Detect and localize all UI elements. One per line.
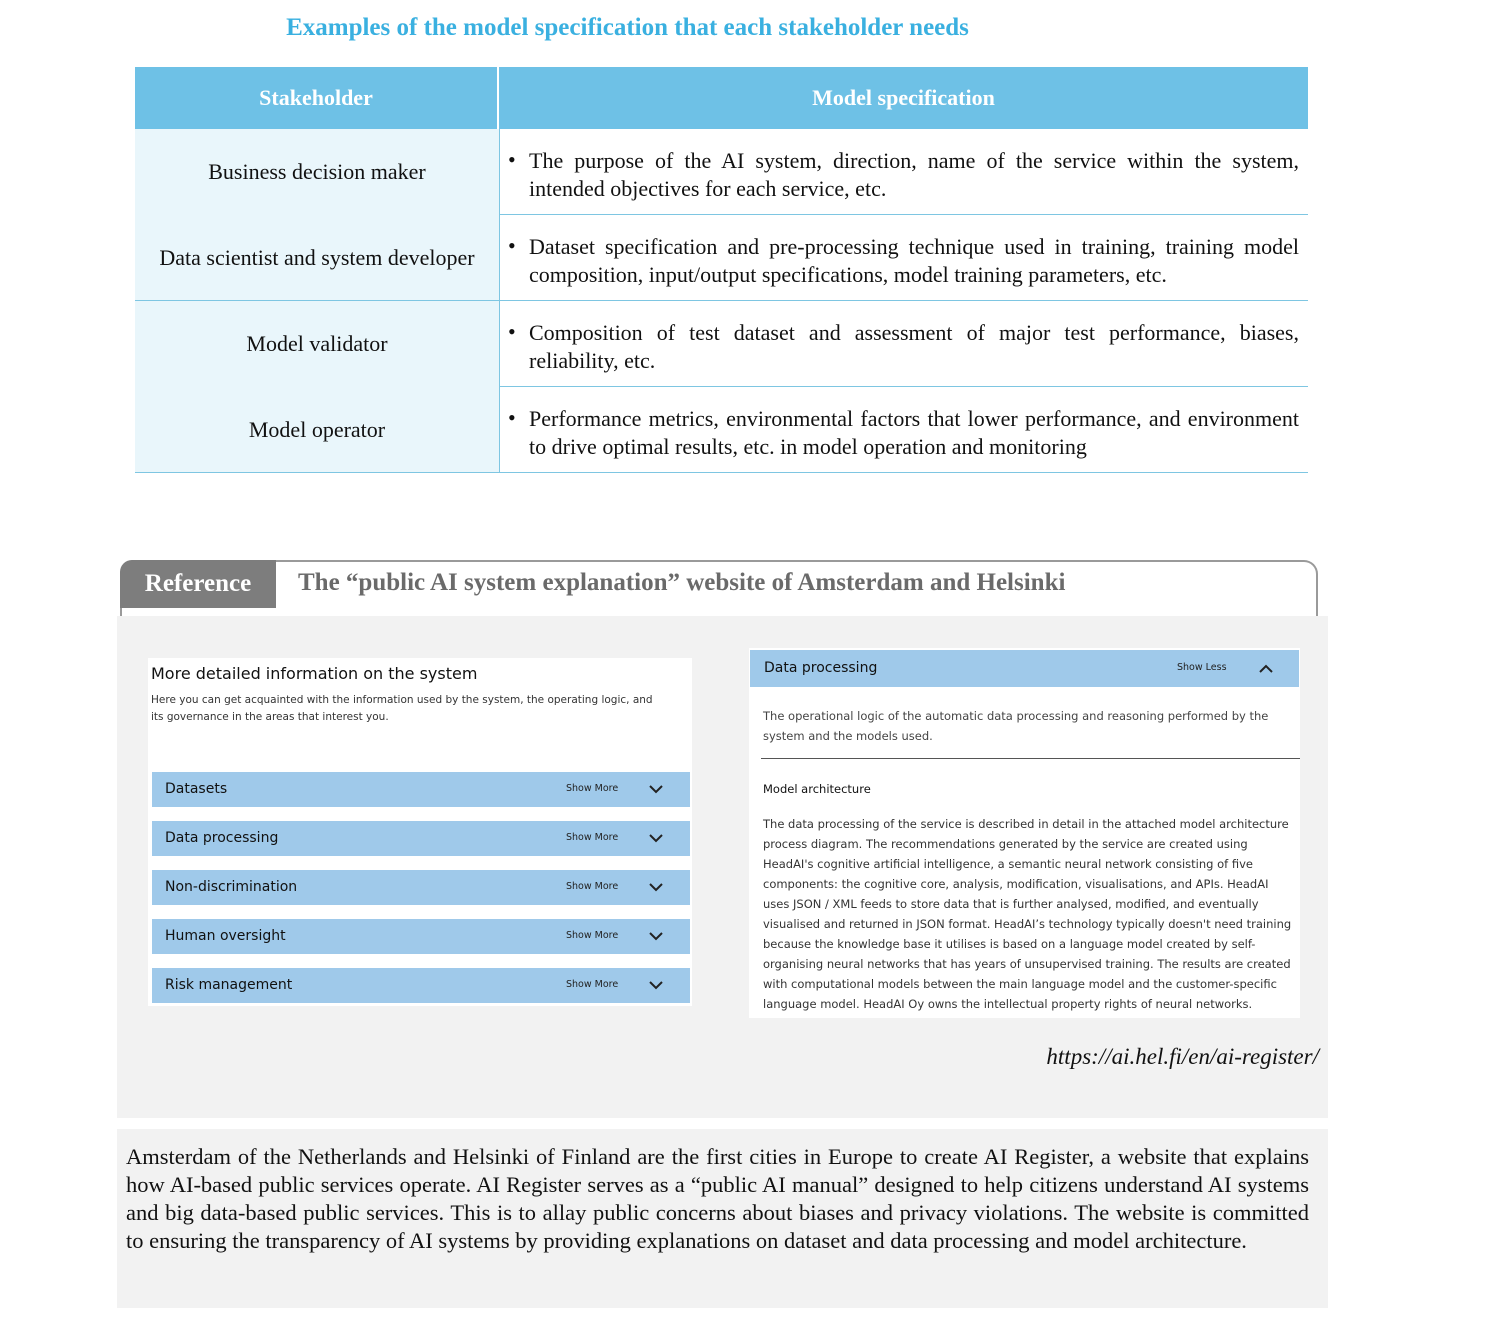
- table-row: [135, 129, 1308, 215]
- accordion-label: Data processing: [764, 660, 878, 676]
- spec-cell: [500, 215, 1308, 301]
- bullet-icon: •: [508, 233, 516, 258]
- reference-url: https://ai.hel.fi/en/ai-register/: [1046, 1044, 1319, 1069]
- bullet-icon: •: [508, 147, 516, 172]
- accordion-human-oversight[interactable]: [152, 919, 690, 954]
- bullet-icon: •: [508, 405, 516, 430]
- table-header-row: [135, 67, 1308, 129]
- chevron-down-icon[interactable]: [648, 781, 664, 797]
- stakeholder-cell: Model operator: [135, 387, 500, 473]
- accordion-label: Datasets: [165, 781, 228, 797]
- model-architecture-text: The data processing of the service is described in detail in the attached model architecture process diagram. The recommendations generated by the service are created using HeadAI's cognitive artificial intelligence, a semantic neural network consisting of five components: the cognitive core, analysis, modification, visualisations, and APIs. HeadAI uses JSON / XML feeds to store data that is further analysed, modified, and eventually visualised and returned in JSON format. HeadAI’s technology typically doesn't need training because the knowledge base it utilises is based on a language model created by self-organising neural networks that has years of unsupervised training. The results are created with computational models between the main language model and the customer-specific language model. HeadAI Oy owns the intellectual property rights of neural networks.: [763, 817, 1292, 1011]
- table-row: [135, 215, 1308, 301]
- stakeholder-cell: Model validator: [135, 301, 500, 387]
- system-info-description: Here you can get acquainted with the information used by the system, the operating logic, and its governance in the areas that interest you.: [151, 694, 653, 723]
- chevron-down-icon[interactable]: [648, 977, 664, 993]
- chevron-down-icon[interactable]: [648, 879, 664, 895]
- show-more-link[interactable]: Show More: [566, 832, 619, 843]
- system-info-heading: More detailed information on the system: [151, 664, 478, 683]
- accordion-data-processing-expanded[interactable]: [750, 650, 1299, 687]
- spec-text: The purpose of the AI system, direction, name of the service within the system, intended objectives for each service, etc.: [529, 148, 1299, 201]
- show-more-link[interactable]: Show More: [566, 979, 619, 990]
- explanation-text: Amsterdam of the Netherlands and Helsinki of Finland are the first cities in Europe to create AI Register, a website that explains how AI-based public services operate. AI Register serves as a “public AI manual” designed to help citizens understand AI systems and big data-based public services. This is to allay public concerns about biases and privacy violations. The website is committed to ensuring the transparency of AI systems by providing explanations on dataset and data processing and model architecture.: [126, 1144, 1309, 1253]
- spec-text: Performance metrics, environmental factors that lower performance, and environment to drive optimal results, etc. in model operation and monitoring: [529, 406, 1299, 459]
- stakeholder-cell: Data scientist and system developer: [135, 215, 500, 301]
- show-more-link[interactable]: Show More: [566, 783, 619, 794]
- accordion-non-discrimination[interactable]: [152, 870, 690, 905]
- system-info-screenshot: [148, 658, 692, 1006]
- column-header-model-specification: Model specification: [812, 85, 995, 110]
- spec-cell: [500, 301, 1308, 387]
- accordion-datasets[interactable]: [152, 772, 690, 807]
- show-less-link[interactable]: Show Less: [1177, 662, 1227, 673]
- accordion-data-processing[interactable]: [152, 821, 690, 856]
- divider: [761, 758, 1300, 759]
- accordion-label: Human oversight: [165, 928, 286, 944]
- show-more-link[interactable]: Show More: [566, 881, 619, 892]
- reference-title: The “public AI system explanation” website of Amsterdam and Helsinki: [298, 569, 1066, 596]
- show-more-link[interactable]: Show More: [566, 930, 619, 941]
- accordion-risk-management[interactable]: [152, 968, 690, 1003]
- chevron-down-icon[interactable]: [648, 830, 664, 846]
- column-header-stakeholder: Stakeholder: [135, 67, 499, 129]
- spec-cell: [500, 129, 1308, 215]
- chevron-down-icon[interactable]: [648, 928, 664, 944]
- data-processing-description: The operational logic of the automatic data processing and reasoning performed by the system and the models used.: [763, 709, 1269, 743]
- table-row: [135, 301, 1308, 387]
- data-processing-screenshot: [749, 648, 1300, 1018]
- chevron-up-icon[interactable]: [1258, 661, 1274, 677]
- spec-text: Dataset specification and pre-processing technique used in training, training model composition, input/output specifications, model training parameters, etc.: [529, 234, 1299, 287]
- spec-cell: [500, 387, 1308, 473]
- stakeholder-cell: Business decision maker: [135, 129, 500, 215]
- bullet-icon: •: [508, 319, 516, 344]
- table-row: [135, 387, 1308, 473]
- stakeholder-spec-table: [135, 67, 1308, 473]
- accordion-label: Risk management: [165, 977, 293, 993]
- explanation-panel: [117, 1129, 1328, 1308]
- accordion-label: Non-discrimination: [165, 879, 298, 895]
- accordion-label: Data processing: [165, 830, 279, 846]
- spec-text: Composition of test dataset and assessment of major test performance, biases, reliability, etc.: [529, 320, 1299, 373]
- model-architecture-heading: Model architecture: [763, 782, 871, 796]
- reference-tab: Reference: [120, 560, 276, 608]
- page-title: Examples of the model specification that each stakeholder needs: [286, 14, 969, 41]
